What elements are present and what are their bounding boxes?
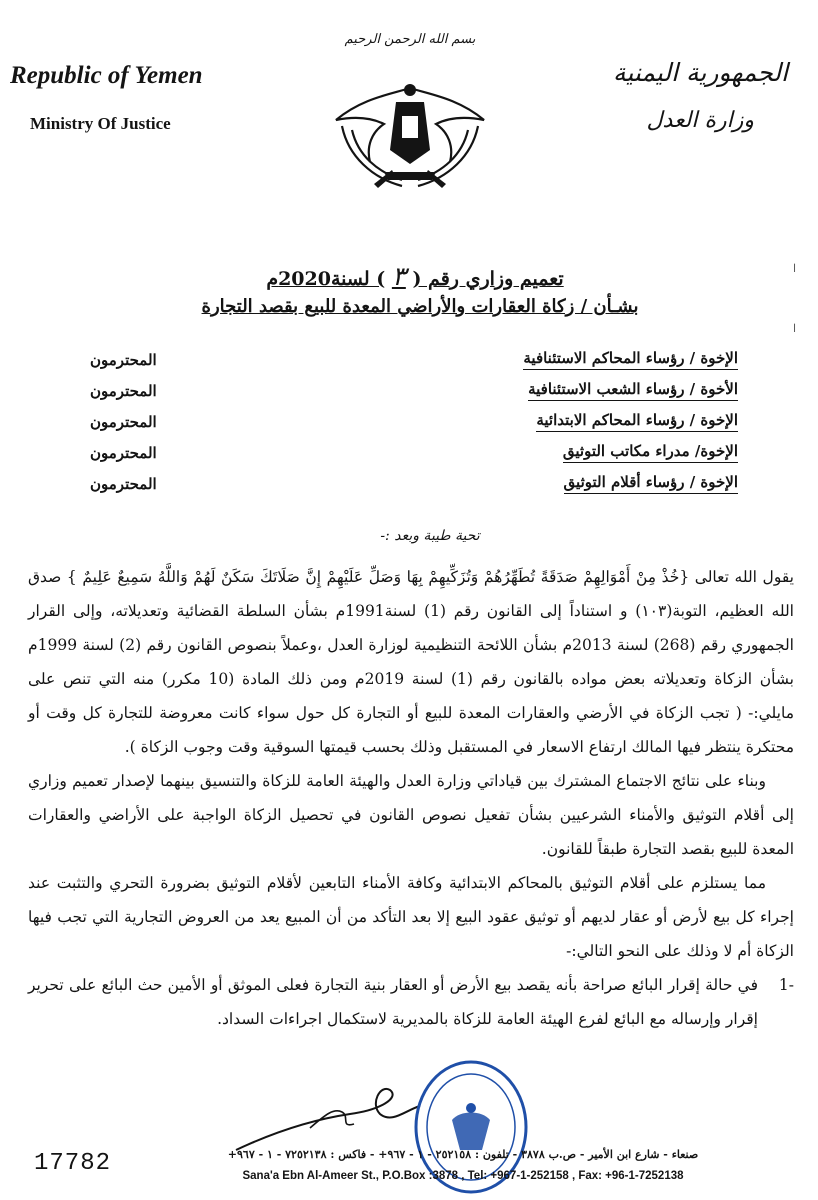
body-paragraph: مما يستلزم على أقلام التوثيق بالمحاكم الابتدائية وكافة الأمناء التابعين لأقلام التوثيق بضرورة التحري والتثبت عند إجراء كل بيع لأرض أو عقار لديهم أو توثيق عقود البيع إلا بعد التأكد من أن المبيع يعد من العروض التجارية التي تجب فيها الزكاة أم لا وذلك على النحو التالي:- [28, 874, 794, 960]
recipient-row [90, 468, 738, 499]
recipient-honorific: المحترمون [90, 474, 157, 493]
header-ar-ministry: وزارة العدل [646, 108, 754, 133]
recipient-name: الإخوة / رؤساء المحاكم الاستئنافية [523, 349, 738, 370]
recipient-row [90, 437, 738, 468]
recipient-row [90, 344, 738, 375]
recipient-honorific: المحترمون [90, 443, 157, 462]
margin-mark: ا [792, 322, 796, 335]
header-en-ministry: Ministry Of Justice [30, 114, 171, 133]
footer-address-ar: صنعاء - شارع ابن الأمير - ص.ب ٣٨٧٨ - تلفون : ٢٥٢١٥٨ - ١ - ٩٦٧+ - فاكس : ٧٢٥٢١٣٨ - ١ - ٩٦٧+ [227, 1148, 699, 1161]
list-item-text: في حالة إقرار البائع صراحة بأنه يقصد بيع الأرض أو العقار بنية التجارة فعلى الموثق أو الأمين حث البائع على تحرير إقرار وإرساله مع البائع لفرع الهيئة العامة للزكاة بالمديرية لاستكمال اجراءات السداد. [28, 976, 758, 1028]
circular-title-suffix: ) لسنة2020م [266, 268, 386, 290]
circular-title-prefix: تعميم وزاري رقم ( [412, 268, 564, 290]
margin-mark: ا [792, 262, 796, 275]
recipient-name: الإخوة/ مدراء مكاتب التوثيق [563, 442, 738, 463]
header-en-title: Republic of Yemen [10, 62, 203, 89]
circular-title [240, 262, 590, 292]
header-ar-republic: الجمهورية اليمنية [612, 58, 788, 87]
recipient-honorific: المحترمون [90, 412, 157, 431]
letter-body [28, 560, 794, 1036]
footer-address-en: Sana'a Ebn Al-Ameer St., P.O.Box :3878 , Tel: +967-1-252158 , Fax: +96-1-7252138 [242, 1170, 684, 1182]
recipient-list [90, 344, 738, 499]
recipient-honorific: المحترمون [90, 381, 157, 400]
recipient-honorific: المحترمون [90, 350, 157, 369]
signature-icon [230, 1084, 430, 1154]
circular-subject: بشـأن / زكاة العقارات والأراضي المعدة للبيع بقصد التجارة [201, 296, 639, 317]
recipient-row [90, 375, 738, 406]
recipient-row [90, 406, 738, 437]
body-paragraph: وبناء على نتائج الاجتماع المشترك بين قياداتي وزارة العدل والهيئة العامة للزكاة والتنسيق بينهما لإصدار تعميم وزاري إلى أقلام التوثيق والأمناء الشرعيين بشأن تفعيل نصوص القانون في تحصيل الزكاة الواجبة على الأراضي والعقارات المعدة للبيع بقصد التجارة طبقاً للقانون. [28, 772, 794, 858]
greeting: تحية طيبة وبعد :- [380, 528, 480, 544]
recipient-name: الإخوة / رؤساء المحاكم الابتدائية [536, 411, 738, 432]
yemen-eagle-emblem-icon [322, 76, 498, 194]
body-paragraph: يقول الله تعالى {خُذْ مِنْ أَمْوَالِهِمْ صَدَقَةً تُطَهِّرُهُمْ وَتُزَكِّيهِمْ بِهَا وَصَلِّ عَلَيْهِمْ إِنَّ صَلَاتَكَ سَكَنٌ لَهُمْ وَاللَّهُ سَمِيعٌ عَلِيمٌ } صدق الله العظيم، التوبة(١٠٣) و استناداً إلى القانون رقم (1) لسنة1991م بشأن السلطة القضائية وتعديلاته، وإلى القرار الجمهوري رقم (268) لسنة 2013م بشأن اللائحة التنظيمية لوزارة العدل ،وعملاً بنصوص القانون رقم (2) لسنة 1999م بشأن الزكاة وتعديلاته بعض مواده بالقانون رقم (1) لسنة 2019م ومن ذلك المادة (10 مكرر) منه التي تنص على مايلي:- ( تجب الزكاة في الأرضي والعقارات المعدة للبيع أو التجارة كل حول سواء كانت معروضة للتجارة كل وقت أو محتكرة ينتظر فيها المالك ارتفاع الاسعار في المستقبل وذلك بحسب قيمتها السوقية وقت وجوب الزكاة ). [28, 568, 794, 756]
list-item [28, 968, 794, 1036]
list-item-number: -1 [778, 976, 794, 994]
recipient-name: الإخوة / رؤساء أقلام التوثيق [564, 473, 738, 494]
basmala: بسم الله الرحمن الرحيم [344, 32, 476, 47]
recipient-name: الأخوة / رؤساء الشعب الاستئنافية [528, 380, 738, 401]
reference-number: 17782 [34, 1150, 112, 1177]
circular-number: ٣ [391, 262, 406, 292]
